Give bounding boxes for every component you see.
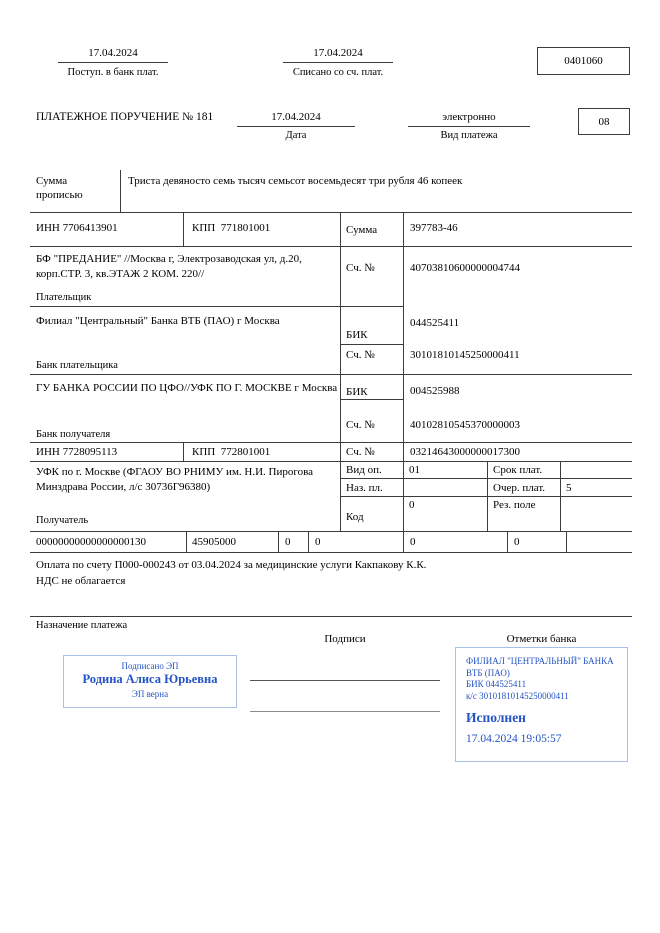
table-line <box>487 461 488 531</box>
ep-stamp-signer-name: Родина Алиса Юрьевна <box>82 672 218 686</box>
payer-bank-bik: 044525411 <box>410 317 460 329</box>
budget-cell-6: 0 <box>514 536 520 548</box>
amount-words-divider <box>120 170 121 212</box>
receiver-bank-account-label: Сч. № <box>346 419 375 431</box>
debited-date: 17.04.2024 <box>313 47 363 59</box>
document-date: 17.04.2024 <box>271 111 321 123</box>
table-line <box>278 531 279 552</box>
purpose-line1: Оплата по счету П000-000243 от 03.04.2024 за медицинские услуги Какпакову К.К. <box>36 559 427 571</box>
table-line <box>507 531 508 552</box>
table-line <box>30 246 632 247</box>
sum-value: 397783-46 <box>410 222 458 234</box>
bank-stamp-line2: ВТБ (ПАО) <box>466 667 510 678</box>
ocher-plat-label: Очер. плат. <box>493 482 546 494</box>
budget-cell-5: 0 <box>410 536 416 548</box>
bank-stamp-line1: ФИЛИАЛ "ЦЕНТРАЛЬНЫЙ" БАНКА <box>466 656 614 666</box>
bank-stamp-status: Исполнен <box>466 709 526 725</box>
receiver-kpp: КПП 772801001 <box>192 446 271 458</box>
receiver-bank-bik: 004525988 <box>410 385 460 397</box>
table-line <box>183 442 184 461</box>
table-line <box>30 306 403 307</box>
purpose-line2: НДС не облагается <box>36 575 126 587</box>
table-line <box>30 461 632 462</box>
received-in-bank-date: 17.04.2024 <box>88 47 138 59</box>
signature-line-1 <box>250 680 440 681</box>
signature-line-2 <box>250 711 440 712</box>
payment-kind-code-box <box>578 108 630 135</box>
receiver-inn: ИНН 7728095113 <box>36 446 118 458</box>
payer-inn: ИНН 7706413901 <box>36 222 118 234</box>
vid-op-value: 01 <box>409 464 420 476</box>
table-line <box>183 212 184 246</box>
payment-kind-code: 08 <box>598 115 610 128</box>
table-line <box>30 531 632 532</box>
date-label: Дата <box>285 130 307 141</box>
rez-pole-label: Рез. поле <box>493 499 536 511</box>
budget-cell-4: 0 <box>315 536 321 548</box>
payer-bank-account-label: Сч. № <box>346 349 375 361</box>
payer-bank-bik-label: БИК <box>346 329 368 341</box>
table-line <box>340 496 632 497</box>
form-code: 0401060 <box>564 55 603 67</box>
sum-label: Сумма <box>346 224 378 236</box>
bank-stamp-datetime: 17.04.2024 19:05:57 <box>466 732 562 745</box>
receiver-account: 03214643000000017300 <box>410 446 520 458</box>
payer-bank-section-label: Банк плательщика <box>36 360 118 371</box>
document-title: ПЛАТЕЖНОЕ ПОРУЧЕНИЕ № 181 <box>36 111 214 123</box>
table-line <box>30 442 632 443</box>
payer-name-line2: корп.СТР. 3, кв.ЭТАЖ 2 КОМ. 220// <box>36 268 205 280</box>
amount-words-label-2: прописью <box>36 189 83 201</box>
payment-kind: электронно <box>442 111 496 123</box>
vid-op-label: Вид оп. <box>346 464 382 476</box>
bank-mark-stamp <box>455 647 628 762</box>
received-in-bank-label: Поступ. в банк плат. <box>67 67 159 78</box>
amount-in-words: Триста девяносто семь тысяч семьсот восемьдесят три рубля 46 копеек <box>128 175 463 187</box>
payer-bank-name: Филиал "Центральный" Банка ВТБ (ПАО) г Москва <box>36 315 280 327</box>
receiver-bank-section-label: Банк получателя <box>36 429 111 440</box>
document-date-underline <box>237 126 355 127</box>
payer-kpp: КПП 771801001 <box>192 222 271 234</box>
ep-stamp-line3: ЭП верна <box>131 689 169 699</box>
receiver-account-label: Сч. № <box>346 446 375 458</box>
payment-kind-underline <box>408 126 530 127</box>
payment-kind-label: Вид платежа <box>440 130 498 141</box>
receiver-bank-account: 40102810545370000003 <box>410 419 520 431</box>
amount-words-label-1: Сумма <box>36 175 68 187</box>
table-line <box>30 552 632 553</box>
table-line <box>566 531 567 552</box>
kod-label: Код <box>346 511 364 523</box>
ep-stamp-line1: Подписано ЭП <box>121 661 179 671</box>
form-code-box <box>537 47 630 75</box>
table-line <box>560 461 561 531</box>
receiver-bank-name: ГУ БАНКА РОССИИ ПО ЦФО//УФК ПО Г. МОСКВЕ г Москва <box>36 382 338 394</box>
payer-account: 40703810600000004744 <box>410 262 520 274</box>
received-date-underline <box>58 62 168 63</box>
table-line <box>403 212 404 552</box>
debited-date-underline <box>283 62 393 63</box>
kbk-value: 00000000000000000130 <box>36 536 146 548</box>
receiver-name-line2: Минздрава России, л/с 30736Г96380) <box>36 481 211 493</box>
bank-stamp-corr-account: к/с 30101810145250000411 <box>466 691 569 702</box>
electronic-signature-stamp <box>63 655 237 708</box>
purpose-underline <box>30 616 632 617</box>
table-line <box>186 531 187 552</box>
payer-account-label: Сч. № <box>346 262 375 274</box>
srok-plat-label: Срок плат. <box>493 464 543 476</box>
ocher-plat-value: 5 <box>566 482 572 494</box>
payer-section-label: Плательщик <box>36 292 92 303</box>
table-line <box>340 212 341 531</box>
receiver-section-label: Получатель <box>36 515 89 526</box>
payer-bank-account: 30101810145250000411 <box>410 349 520 361</box>
bank-stamp-bik: БИК 044525411 <box>466 679 527 690</box>
receiver-bank-bik-label: БИК <box>346 386 368 398</box>
budget-cell-3: 0 <box>285 536 291 548</box>
table-line <box>30 212 632 213</box>
purpose-section-label: Назначение платежа <box>36 620 128 631</box>
table-line <box>308 531 309 552</box>
kod-value: 0 <box>409 499 415 511</box>
table-line <box>340 344 403 345</box>
bank-marks-label: Отметки банка <box>506 633 577 645</box>
debited-label: Списано со сч. плат. <box>292 67 384 78</box>
oktmo-value: 45905000 <box>192 536 236 548</box>
table-line <box>30 374 632 375</box>
payer-name-line1: БФ "ПРЕДАНИЕ" //Москва г, Электрозаводская ул, д.20, <box>36 253 302 265</box>
naz-pl-label: Наз. пл. <box>346 482 383 494</box>
signatures-label: Подписи <box>324 633 366 645</box>
receiver-name-line1: УФК по г. Москве (ФГАОУ ВО РНИМУ им. Н.И. Пирогова <box>36 466 314 478</box>
table-line <box>340 478 632 479</box>
